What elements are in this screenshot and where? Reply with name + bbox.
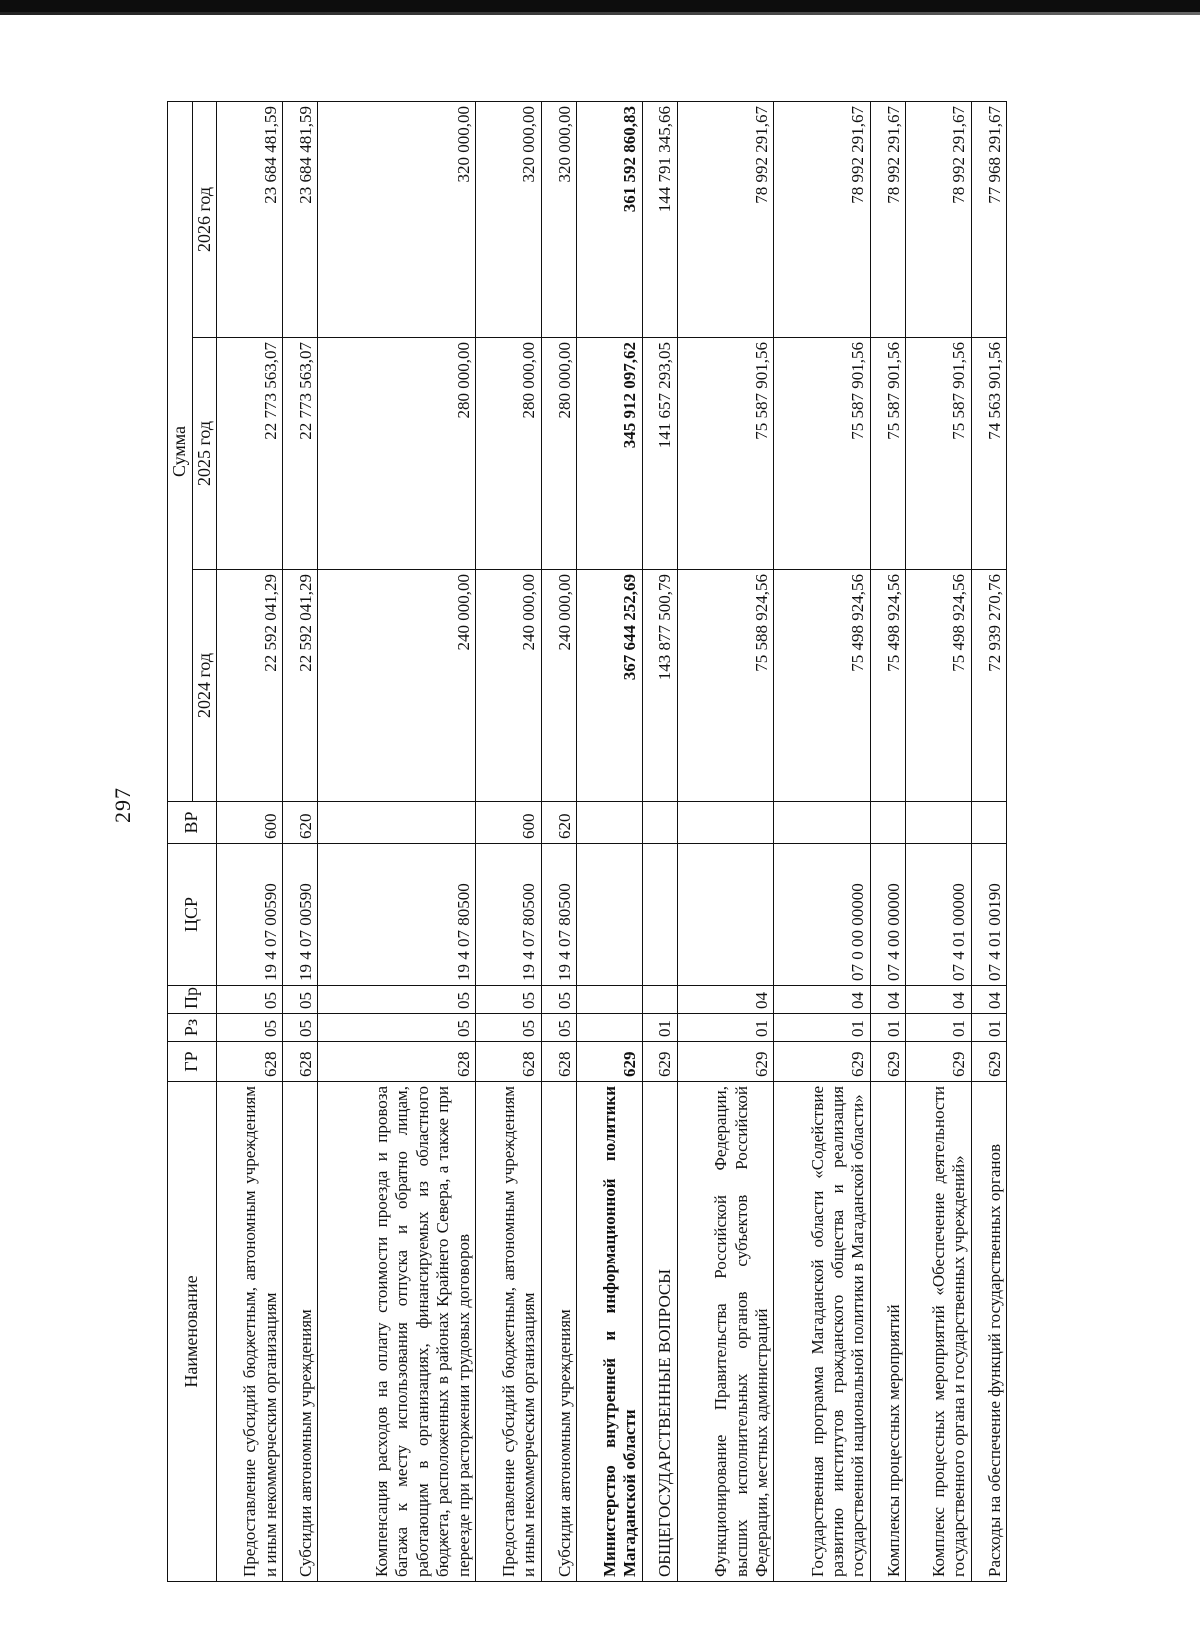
cell-name: Государственная программа Магаданской области «Содействие развитию институтов гражданского общества и реализация государственной национальной политики в Магаданской области»	[774, 1082, 870, 1582]
cell-y2025: 280 000,00	[475, 338, 541, 570]
cell-csr	[576, 844, 642, 986]
budget-table-rotated	[167, 102, 1007, 1582]
cell-gr: 628	[318, 1042, 476, 1082]
cell-csr: 19 4 07 80500	[318, 844, 476, 986]
cell-csr: 19 4 07 80500	[475, 844, 541, 986]
cell-y2025: 74 563 901,56	[971, 338, 1006, 570]
cell-y2024: 75 498 924,56	[774, 570, 870, 802]
cell-y2025: 280 000,00	[318, 338, 476, 570]
cell-rz: 05	[217, 1014, 283, 1042]
cell-y2026: 23 684 481,59	[217, 101, 283, 337]
cell-name: Субсидии автономным учреждениям	[541, 1082, 576, 1582]
cell-rz: 01	[774, 1014, 870, 1042]
table-row	[905, 101, 971, 1581]
header-rz: Рз	[168, 1014, 217, 1042]
cell-name: Функционирование Правительства Российской Федерации, высших исполнительных органов субъектов Российской Федерации, местных администраций	[677, 1082, 773, 1582]
cell-y2026: 78 992 291,67	[774, 101, 870, 337]
cell-rz: 01	[642, 1014, 677, 1042]
table-row	[283, 101, 318, 1581]
scan-top-edge	[0, 0, 1200, 12]
cell-pr: 04	[870, 986, 905, 1014]
cell-rz: 01	[677, 1014, 773, 1042]
cell-gr: 629	[677, 1042, 773, 1082]
header-gr: ГР	[168, 1042, 217, 1082]
cell-rz: 05	[541, 1014, 576, 1042]
cell-gr: 628	[475, 1042, 541, 1082]
cell-vr	[905, 802, 971, 844]
cell-y2024: 75 498 924,56	[870, 570, 905, 802]
cell-rz: 01	[870, 1014, 905, 1042]
table-row	[475, 101, 541, 1581]
cell-pr: 05	[475, 986, 541, 1014]
cell-y2025: 75 587 901,56	[905, 338, 971, 570]
cell-csr	[677, 844, 773, 986]
header-year-2024: 2024 год	[192, 570, 217, 802]
cell-y2024: 240 000,00	[318, 570, 476, 802]
cell-gr: 629	[905, 1042, 971, 1082]
cell-pr: 05	[541, 986, 576, 1014]
cell-y2024: 240 000,00	[541, 570, 576, 802]
cell-y2025: 75 587 901,56	[677, 338, 773, 570]
cell-csr	[642, 844, 677, 986]
cell-csr: 07 4 00 00000	[870, 844, 905, 986]
header-year-2026: 2026 год	[192, 101, 217, 337]
cell-name: Компенсация расходов на оплату стоимости проезда и провоза багажа к месту использования отпуска и обратно лицам, работающим в организациях, финансируемых из областного бюджета, расположенных в районах Крайнего Севера, а также при переезде при расторжении трудовых договоров	[318, 1082, 476, 1582]
cell-pr: 05	[217, 986, 283, 1014]
cell-y2025: 22 773 563,07	[283, 338, 318, 570]
cell-csr: 07 4 01 00000	[905, 844, 971, 986]
table-row	[576, 101, 642, 1581]
cell-y2026: 23 684 481,59	[283, 101, 318, 337]
cell-name: Расходы на обеспечение функций государственных органов	[971, 1082, 1006, 1582]
cell-pr: 04	[905, 986, 971, 1014]
header-csr: ЦСР	[168, 844, 217, 986]
cell-csr: 19 4 07 00590	[217, 844, 283, 986]
cell-y2025: 141 657 293,05	[642, 338, 677, 570]
cell-y2026: 361 592 860,83	[576, 101, 642, 337]
table-row	[870, 101, 905, 1581]
cell-vr	[642, 802, 677, 844]
budget-table	[167, 101, 1007, 1582]
cell-gr: 629	[870, 1042, 905, 1082]
cell-csr: 19 4 07 00590	[283, 844, 318, 986]
cell-rz: 05	[318, 1014, 476, 1042]
cell-y2024: 143 877 500,79	[642, 570, 677, 802]
cell-pr: 04	[774, 986, 870, 1014]
cell-name: Комплексы процессных мероприятий	[870, 1082, 905, 1582]
header-year-2025: 2025 год	[192, 338, 217, 570]
cell-name: Субсидии автономным учреждениям	[283, 1082, 318, 1582]
cell-y2025: 75 587 901,56	[774, 338, 870, 570]
cell-gr: 629	[576, 1042, 642, 1082]
cell-y2024: 75 588 924,56	[677, 570, 773, 802]
cell-y2026: 144 791 345,66	[642, 101, 677, 337]
cell-gr: 629	[642, 1042, 677, 1082]
cell-name: Комплекс процессных мероприятий «Обеспечение деятельности государственного органа и государственных учреждений»	[905, 1082, 971, 1582]
header-name: Наименование	[168, 1082, 217, 1582]
table-row	[642, 101, 677, 1581]
table-row	[541, 101, 576, 1581]
cell-rz: 01	[905, 1014, 971, 1042]
cell-y2026: 77 968 291,67	[971, 101, 1006, 337]
cell-vr	[971, 802, 1006, 844]
cell-y2026: 320 000,00	[475, 101, 541, 337]
cell-csr: 07 0 00 00000	[774, 844, 870, 986]
cell-csr: 19 4 07 80500	[541, 844, 576, 986]
header-vr: ВР	[168, 802, 217, 844]
cell-y2026: 78 992 291,67	[677, 101, 773, 337]
cell-pr	[576, 986, 642, 1014]
cell-y2024: 22 592 041,29	[217, 570, 283, 802]
cell-vr	[318, 802, 476, 844]
cell-name: Предоставление субсидий бюджетным, автономным учреждениям и иным некоммерческим организациям	[217, 1082, 283, 1582]
cell-y2025: 345 912 097,62	[576, 338, 642, 570]
cell-pr: 05	[318, 986, 476, 1014]
cell-vr	[870, 802, 905, 844]
cell-vr	[677, 802, 773, 844]
page-number: 297	[110, 787, 135, 823]
table-row	[217, 101, 283, 1581]
cell-vr	[576, 802, 642, 844]
cell-vr	[774, 802, 870, 844]
cell-y2026: 320 000,00	[541, 101, 576, 337]
cell-gr: 629	[774, 1042, 870, 1082]
cell-y2024: 367 644 252,69	[576, 570, 642, 802]
cell-y2026: 78 992 291,67	[870, 101, 905, 337]
cell-rz: 05	[283, 1014, 318, 1042]
cell-vr: 620	[541, 802, 576, 844]
cell-gr: 629	[971, 1042, 1006, 1082]
cell-y2025: 75 587 901,56	[870, 338, 905, 570]
cell-name: Министерство внутренней и информационной политики Магаданской области	[576, 1082, 642, 1582]
cell-rz: 01	[971, 1014, 1006, 1042]
table-row	[318, 101, 476, 1581]
table-row	[677, 101, 773, 1581]
cell-rz	[576, 1014, 642, 1042]
cell-rz: 05	[475, 1014, 541, 1042]
cell-vr: 620	[283, 802, 318, 844]
header-sum: Сумма	[168, 101, 193, 801]
cell-y2026: 320 000,00	[318, 101, 476, 337]
cell-y2024: 240 000,00	[475, 570, 541, 802]
cell-gr: 628	[283, 1042, 318, 1082]
cell-pr: 04	[971, 986, 1006, 1014]
header-pr: Пр	[168, 986, 217, 1014]
table-header-row	[168, 101, 193, 1581]
cell-y2024: 22 592 041,29	[283, 570, 318, 802]
table-row	[774, 101, 870, 1581]
cell-name: Предоставление субсидий бюджетным, автономным учреждениям и иным некоммерческим организациям	[475, 1082, 541, 1582]
cell-csr: 07 4 01 00190	[971, 844, 1006, 986]
cell-vr: 600	[217, 802, 283, 844]
cell-pr: 04	[677, 986, 773, 1014]
cell-vr: 600	[475, 802, 541, 844]
cell-y2024: 72 939 270,76	[971, 570, 1006, 802]
cell-gr: 628	[217, 1042, 283, 1082]
cell-y2026: 78 992 291,67	[905, 101, 971, 337]
cell-pr	[642, 986, 677, 1014]
cell-y2024: 75 498 924,56	[905, 570, 971, 802]
cell-y2025: 280 000,00	[541, 338, 576, 570]
table-row	[971, 101, 1006, 1581]
cell-y2025: 22 773 563,07	[217, 338, 283, 570]
cell-name: ОБЩЕГОСУДАРСТВЕННЫЕ ВОПРОСЫ	[642, 1082, 677, 1582]
cell-pr: 05	[283, 986, 318, 1014]
cell-gr: 628	[541, 1042, 576, 1082]
scan-top-edge-shadow	[0, 12, 1200, 15]
